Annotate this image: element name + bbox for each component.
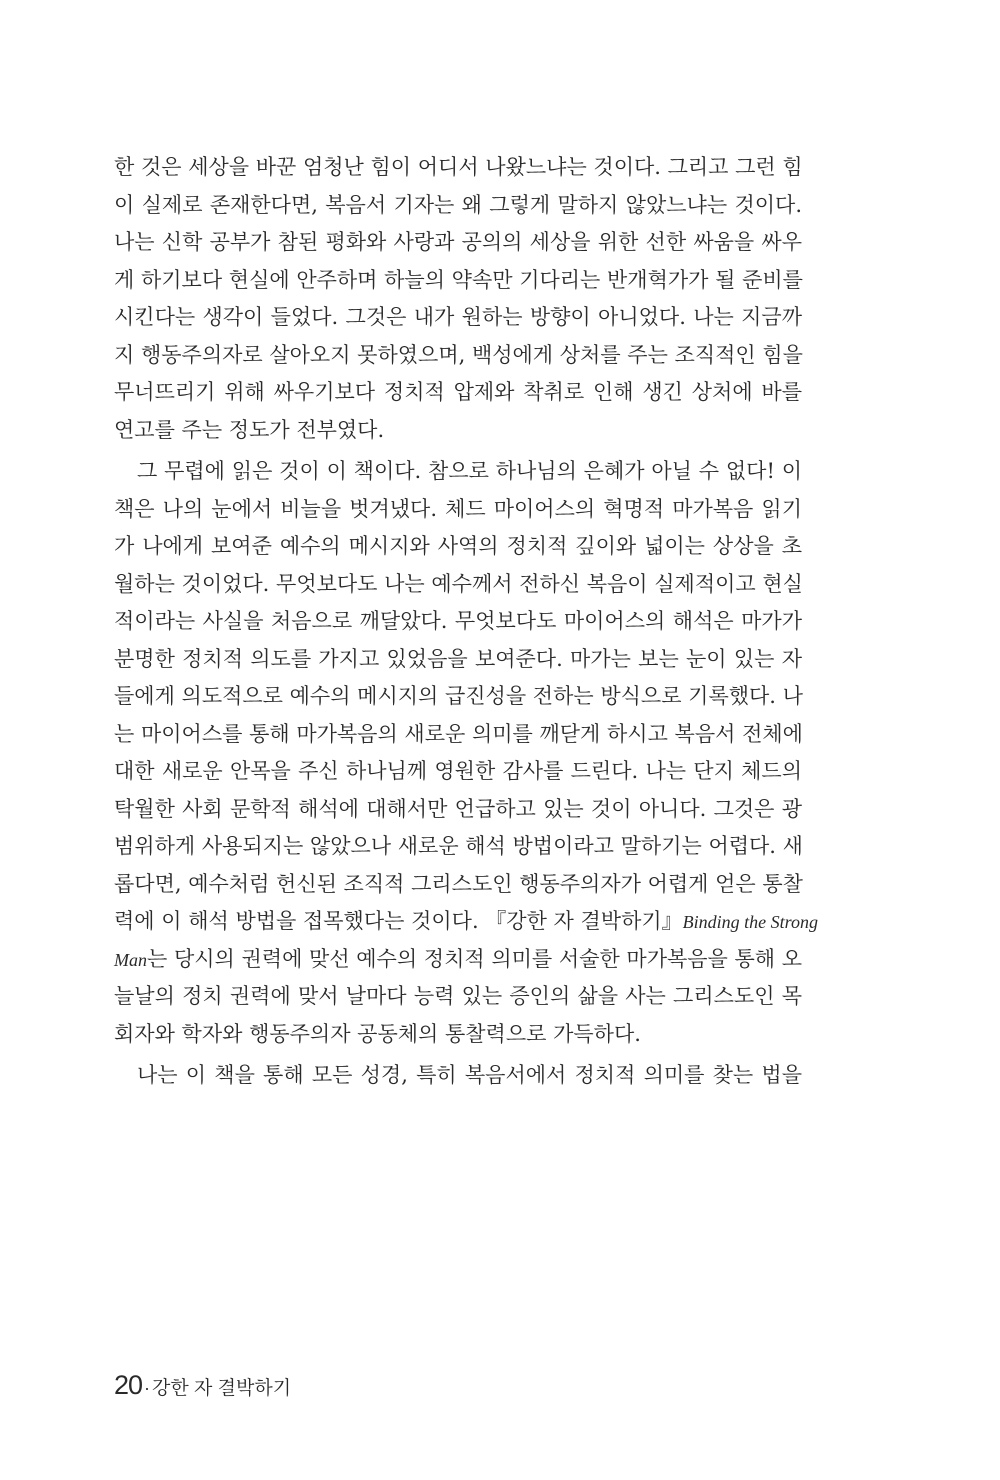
text-line: 분명한 정치적 의도를 가지고 있었음을 보여준다. 마가는 보는 눈이 있는 자 (114, 646, 802, 671)
text-line: 책은 나의 눈에서 비늘을 벗겨냈다. 체드 마이어스의 혁명적 마가복음 읽기 (114, 496, 802, 521)
text-line: 무너뜨리기 위해 싸우기보다 정치적 압제와 착취로 인해 생긴 상처에 바를 (114, 380, 802, 404)
text-line: 시킨다는 생각이 들었다. 그것은 내가 원하는 방향이 아니었다. 나는 지금까 (114, 305, 802, 329)
text-line: 한 것은 세상을 바꾼 엄청난 힘이 어디서 나왔느냐는 것이다. 그리고 그런 힘 (114, 155, 803, 179)
text-line (114, 903, 818, 941)
text-segment: 는 당시의 권력에 맞선 예수의 정치적 의미를 서술한 마가복음을 통해 오 (147, 946, 803, 971)
text-line: 월하는 것이었다. 무엇보다도 나는 예수께서 전하신 복음이 실제적이고 현실 (114, 571, 803, 596)
text-line: 지 행동주의자로 살아오지 못하였으며, 백성에게 상처를 주는 조직적인 힘을 (114, 342, 803, 367)
text-line: 늘날의 정치 권력에 맞서 날마다 능력 있는 증인의 삶을 사는 그리스도인 목 (114, 984, 802, 1008)
text-line: 그 무렵에 읽은 것이 이 책이다. 참으로 하나님의 은혜가 아닐 수 없다! 이 (137, 459, 802, 483)
text-line: 롭다면, 예수처럼 헌신된 조직적 그리스도인 행동주의자가 어렵게 얻은 통찰 (114, 871, 803, 896)
text-line: 연고를 주는 정도가 전부였다. (114, 417, 385, 442)
text-line: 들에게 의도적으로 예수의 메시지의 급진성을 전하는 방식으로 기록했다. 나 (114, 684, 803, 708)
text-line (114, 941, 802, 979)
paragraph-2 (114, 453, 818, 1053)
running-title: 강한 자 결박하기 (152, 1378, 292, 1399)
text-line: 나는 신학 공부가 참된 평화와 사랑과 공의의 세상을 위한 선한 싸움을 싸우 (114, 230, 802, 254)
paragraph-1 (114, 149, 802, 449)
text-line: 대한 새로운 안목을 주신 하나님께 영원한 감사를 드린다. 나는 단지 체드의 (114, 759, 802, 783)
text-line: 적이라는 사실을 처음으로 깨달았다. 무엇보다도 마이어스의 해석은 마가가 (114, 609, 802, 633)
english-title: Binding the Strong (682, 912, 818, 932)
text-line: 범위하게 사용되지는 않았으나 새로운 해석 방법이라고 말하기는 어렵다. 새 (114, 834, 803, 858)
text-line: 가 나에게 보여준 예수의 메시지와 사역의 정치적 깊이와 넓이는 상상을 초 (114, 534, 802, 558)
text-segment: 력에 이 해석 방법을 접목했다는 것이다. 『강한 자 결박하기』 (114, 909, 683, 933)
text-line: 나는 이 책을 통해 모든 성경, 특히 복음서에서 정치적 의미를 찾는 법을 (137, 1063, 802, 1087)
body-text (114, 149, 818, 1095)
text-line: 회자와 학자와 행동주의자 공동체의 통찰력으로 가득하다. (114, 1021, 641, 1046)
page-number: 20 (114, 1370, 143, 1400)
text-line: 탁월한 사회 문학적 해석에 대해서만 언급하고 있는 것이 아니다. 그것은 광 (114, 796, 802, 821)
paragraph-3 (114, 1057, 802, 1095)
text-line: 는 마이어스를 통해 마가복음의 새로운 의미를 깨닫게 하시고 복음서 전체에 (114, 721, 803, 746)
text-line: 게 하기보다 현실에 안주하며 하늘의 약속만 기다리는 반개혁가가 될 준비를 (114, 267, 803, 292)
english-title: Man (114, 949, 147, 970)
separator-dot: · (144, 1378, 151, 1398)
text-line: 이 실제로 존재한다면, 복음서 기자는 왜 그렇게 말하지 않았느냐는 것이다. (114, 192, 802, 217)
page-footer (114, 1370, 291, 1401)
